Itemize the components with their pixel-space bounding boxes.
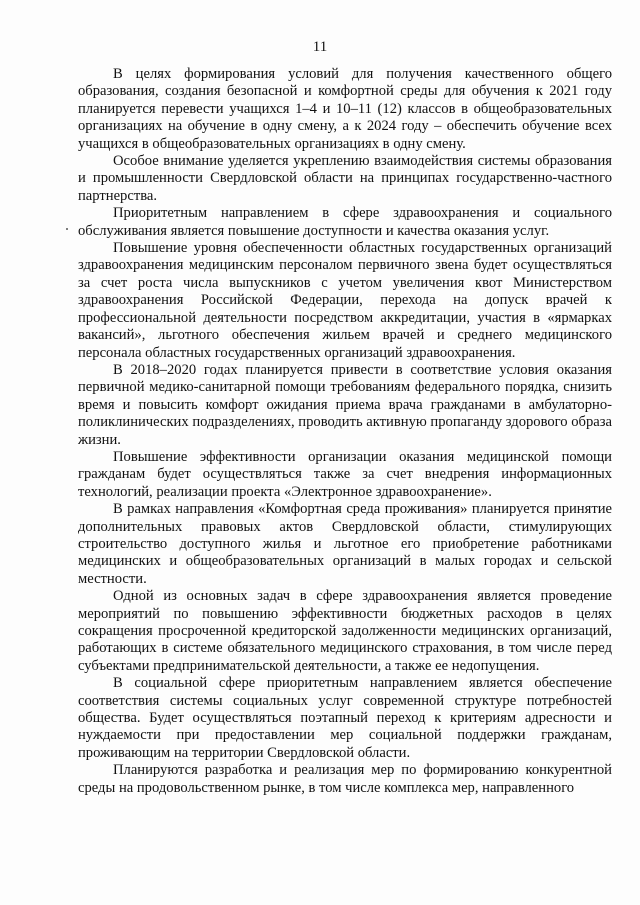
paragraph-social-sphere: В социальной сфере приоритетным направлением является обеспечение соответствия системы социальных услуг современной структуре потребностей общества. Будет осуществляться поэтапный переход к критериям адресности и нуждаемости при предоставлении мер социальной поддержки гражданам, проживающим на территории Свердловской области. bbox=[78, 675, 612, 761]
paragraph-primary-care: В 2018–2020 годах планируется привести в соответствие условия оказания первичной медико-санитарной помощи требованиям федерального порядка, снизить время и повысить комфорт ожидания приема врача гражданами в амбулаторно-поликлинических подразделениях, проводить активную пропаганду здорового образа жизни. bbox=[78, 361, 612, 448]
paragraph-e-health: Повышение эффективности организации оказания медицинской помощи гражданам будет осуществляться также за счет внедрения информационных технологий, реализации проекта «Электронное здравоохранение». bbox=[78, 448, 612, 500]
paragraph-healthcare-priority: Приоритетным направлением в сфере здравоохранения и социального обслуживания является повышение доступности и качества оказания услуг. bbox=[78, 205, 612, 239]
paragraph-education-shifts: В целях формирования условий для получения качественного общего образования, создания безопасной и комфортной среды для обучения к 2021 году планируется перевести учащихся 1–4 и 10–11 (12) классов в общеобразовательных организациях на обучение в одну смену, а к 2024 году – обеспечить обучение всех учащихся в общеобразовательных организациях в одну смену. bbox=[78, 66, 612, 152]
paragraph-medical-staffing: Повышение уровня обеспеченности областных государственных организаций здравоохранения медицинским персоналом первичного звена будет осуществляться за счет роста числа выпускников с учетом увеличения квот Министерством здравоохранения Российской Федерации, перехода на допуск врачей к профессиональной деятельности посредством аккредитации, участия в «ярмарках вакансий», льготного обеспечения жильем врачей и среднего медицинского персонала областных государственных организаций здравоохранения. bbox=[78, 240, 612, 361]
paragraph-education-industry: Особое внимание уделяется укреплению взаимодействия системы образования и промышленности Свердловской области на принципах государственно-частного партнерства. bbox=[78, 153, 612, 204]
page-number: 11 bbox=[312, 39, 328, 55]
paragraph-comfortable-living: В рамках направления «Комфортная среда проживания» планируется принятие дополнительных правовых актов Свердловской области, стимулирующих строительство доступного жилья и льготное его приобретение работниками медицинских и общеобразовательных организаций в малых городах и сельской местности. bbox=[78, 501, 612, 587]
document-body bbox=[78, 66, 612, 797]
scan-speck bbox=[66, 228, 68, 230]
paragraph-food-market: Планируются разработка и реализация мер по формированию конкурентной среды на продовольственном рынке, в том числе комплекса мер, направленного bbox=[78, 762, 612, 796]
paragraph-budget-efficiency: Одной из основных задач в сфере здравоохранения является проведение мероприятий по повышению эффективности бюджетных расходов в целях сокращения просроченной кредиторской задолженности медицинских организаций, работающих в системе обязательного медицинского страхования, в том числе перед субъектами предпринимательской деятельности, а также ее недопущения. bbox=[78, 588, 612, 674]
